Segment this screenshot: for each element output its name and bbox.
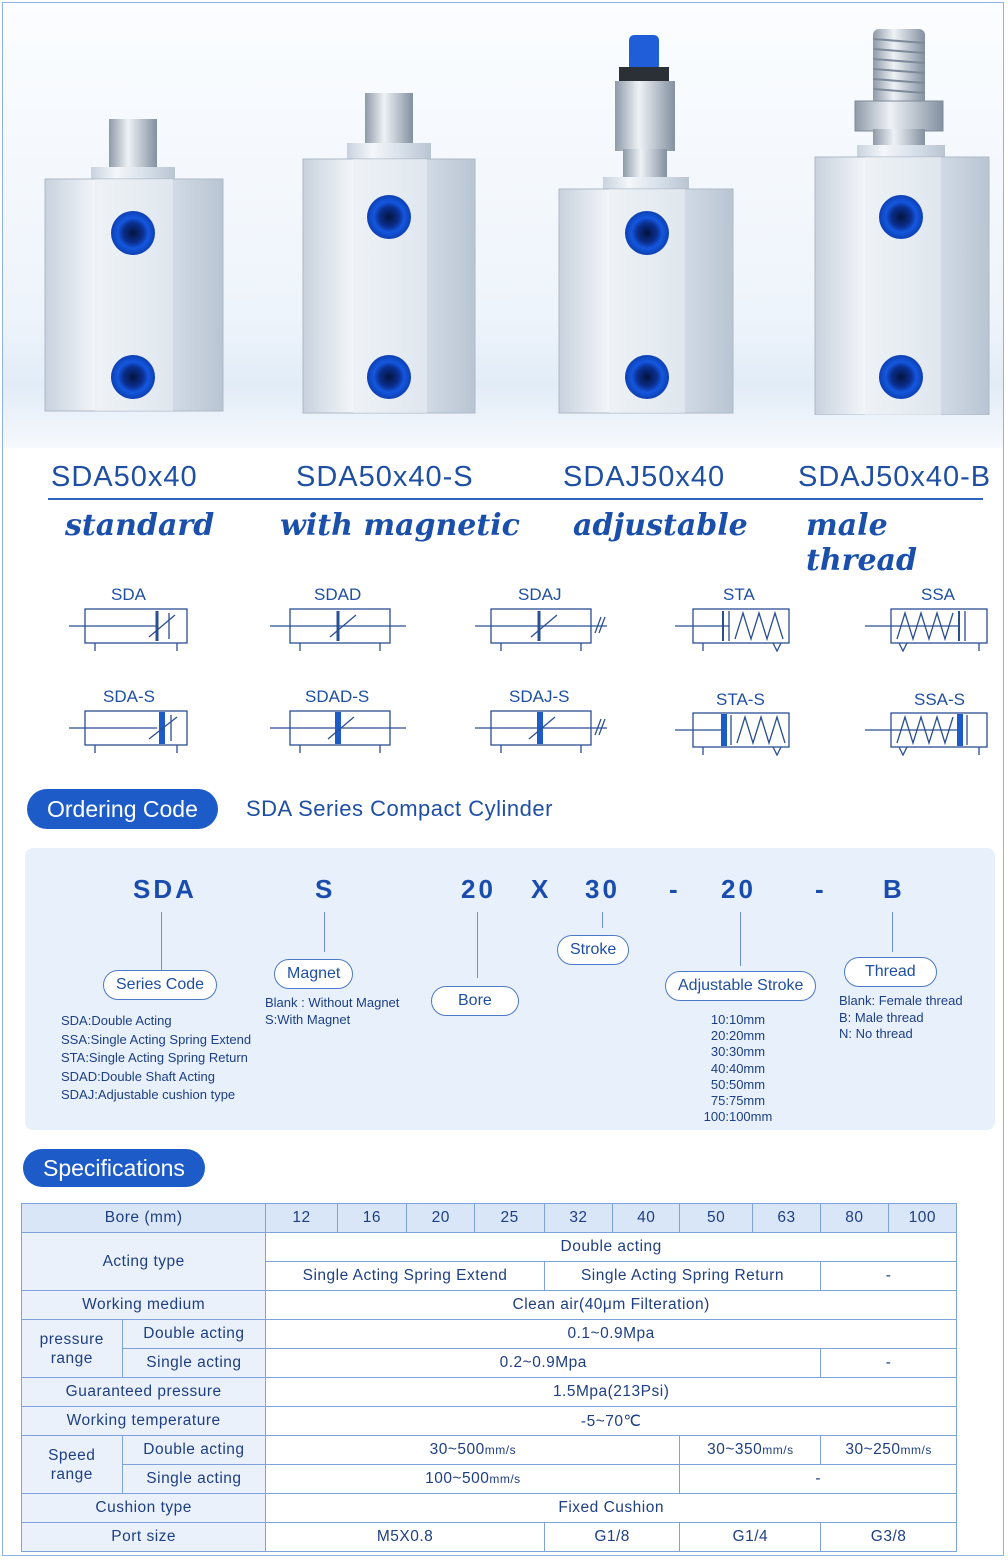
model-name: SDAJ50x40 — [563, 461, 726, 493]
product-photo-band — [3, 3, 1003, 448]
acting-type-double: Double acting — [266, 1233, 957, 1262]
adjustable-stroke-list — [693, 1012, 783, 1125]
symbol-label: STA-S — [716, 690, 765, 709]
table-row — [22, 1204, 957, 1233]
adjustable-stroke-tag: Adjustable Stroke — [665, 971, 816, 1001]
thread-item: Blank: Female thread — [839, 993, 963, 1008]
series-code-list — [61, 1012, 251, 1105]
thread-item: N: No thread — [839, 1026, 913, 1041]
symbol-sdaj — [471, 603, 611, 653]
cylinder-standard-image — [41, 115, 226, 415]
table-row — [22, 1436, 957, 1465]
product-sheet — [2, 2, 1004, 1556]
code-x: X — [531, 874, 552, 904]
port-size-label: Port size — [22, 1523, 266, 1552]
acting-type-label: Acting type — [22, 1233, 266, 1291]
code-stroke: 30 — [585, 874, 620, 904]
cushion-type-value: Fixed Cushion — [266, 1494, 957, 1523]
cylinder-male-thread-image — [811, 25, 993, 415]
symbol-sta-s — [673, 707, 803, 759]
speed-single-na: - — [680, 1465, 957, 1494]
port-size-value: M5X0.8 — [266, 1523, 544, 1552]
magnet-tag: Magnet — [274, 959, 353, 989]
connector-line — [477, 912, 478, 978]
working-temperature-label: Working temperature — [22, 1407, 266, 1436]
series-code-tag: Series Code — [103, 970, 217, 1000]
cylinder-magnetic-image — [299, 89, 479, 415]
connector-line — [602, 912, 603, 928]
series-code-item: STA:Single Acting Spring Return — [61, 1050, 248, 1065]
symbol-ssa-s — [863, 707, 993, 759]
pressure-single-na: - — [821, 1349, 957, 1378]
guaranteed-pressure-value: 1.5Mpa(213Psi) — [266, 1378, 957, 1407]
speed-range-label — [22, 1436, 123, 1494]
model-subtitle: with magnetic — [280, 508, 520, 543]
series-code-item: SDAD:Double Shaft Acting — [61, 1068, 215, 1084]
speed-double-value — [266, 1436, 680, 1465]
stroke-tag: Stroke — [557, 935, 629, 965]
code-series: SDA — [133, 874, 197, 904]
table-row — [22, 1320, 957, 1349]
ordering-code-pill: Ordering Code — [27, 789, 218, 829]
adjustable-stroke-item: 50:50mm — [710, 1076, 766, 1092]
specifications-pill: Specifications — [23, 1149, 205, 1187]
adjustable-stroke-item: 40:40mm — [710, 1060, 766, 1076]
adjustable-stroke-item: 30:30mm — [710, 1044, 766, 1060]
specifications-table — [21, 1203, 957, 1552]
magnet-list — [265, 995, 399, 1028]
model-name: SDAJ50x40-B — [798, 461, 992, 493]
speed-value: 30~250 — [845, 1441, 901, 1458]
table-row — [22, 1378, 957, 1407]
symbol-label: SDA-S — [103, 687, 155, 706]
cylinder-adjustable-image — [555, 33, 737, 415]
symbol-label: SDAJ — [518, 585, 562, 604]
model-name: SDA50x40 — [51, 461, 198, 493]
table-row — [22, 1233, 957, 1262]
model-subtitle: male thread — [806, 508, 917, 578]
bore-value: 12 — [266, 1204, 337, 1233]
acting-type-single-return: Single Acting Spring Return — [544, 1262, 820, 1291]
label-line: range — [50, 1465, 93, 1483]
connector-line — [892, 912, 893, 952]
label-line: pressure — [39, 1330, 104, 1348]
code-thread: B — [883, 874, 905, 904]
series-code-item: SDA:Double Acting — [61, 1013, 172, 1028]
bore-value: 40 — [613, 1204, 680, 1233]
bore-label: Bore (mm) — [22, 1204, 266, 1233]
connector-line — [324, 912, 325, 952]
symbol-sta — [673, 603, 803, 655]
guaranteed-pressure-label: Guaranteed pressure — [22, 1378, 266, 1407]
table-row — [22, 1291, 957, 1320]
speed-unit: mm/s — [484, 1443, 517, 1457]
connector-line — [740, 912, 741, 966]
working-temperature-value: -5~70℃ — [266, 1407, 957, 1436]
code-adjustable: 20 — [721, 874, 756, 904]
port-size-value: G1/8 — [544, 1523, 680, 1552]
speed-double-label: Double acting — [122, 1436, 266, 1465]
speed-unit: mm/s — [900, 1443, 932, 1457]
symbol-sdaj-s — [471, 705, 611, 755]
model-subtitle: adjustable — [573, 508, 748, 543]
speed-double-value — [680, 1436, 821, 1465]
bore-value: 32 — [544, 1204, 612, 1233]
magnet-item: Blank : Without Magnet — [265, 995, 400, 1010]
cushion-type-label: Cushion type — [22, 1494, 266, 1523]
pressure-single-value: 0.2~0.9Mpa — [266, 1349, 821, 1378]
symbol-label: SSA-S — [914, 690, 966, 709]
pressure-range-label — [22, 1320, 123, 1378]
working-medium-label: Working medium — [22, 1291, 266, 1320]
speed-unit: mm/s — [762, 1443, 794, 1457]
speed-value: 30~500 — [429, 1441, 485, 1458]
label-line: Speed — [48, 1446, 96, 1464]
symbol-label: SDAD-S — [305, 687, 370, 706]
symbol-sda — [65, 603, 195, 653]
bore-value: 16 — [337, 1204, 406, 1233]
adjustable-stroke-item: 10:10mm — [710, 1012, 766, 1027]
working-medium-value: Clean air(40μm Filteration) — [266, 1291, 957, 1320]
magnet-item: S:With Magnet — [265, 1011, 351, 1027]
symbol-sdad — [268, 603, 408, 653]
pressure-single-label: Single acting — [122, 1349, 266, 1378]
symbol-sda-s — [65, 705, 195, 755]
acting-type-na: - — [821, 1262, 957, 1291]
model-name: SDA50x40-S — [296, 461, 474, 493]
adjustable-stroke-item: 75:75mm — [710, 1092, 766, 1108]
symbol-label: SDAJ-S — [509, 687, 570, 706]
pressure-double-label: Double acting — [122, 1320, 266, 1349]
ordering-title: SDA Series Compact Cylinder — [246, 796, 553, 821]
bore-tag: Bore — [431, 986, 519, 1016]
bore-value: 50 — [680, 1204, 752, 1233]
model-subtitle: standard — [65, 508, 215, 543]
label-line: range — [50, 1349, 93, 1367]
model-row — [3, 461, 1003, 501]
speed-single-label: Single acting — [122, 1465, 266, 1494]
port-size-value: G3/8 — [821, 1523, 957, 1552]
ordering-code-panel — [25, 848, 995, 1130]
connector-line — [161, 912, 162, 970]
speed-single-value — [266, 1465, 680, 1494]
code-dash: - — [669, 874, 681, 904]
table-row — [22, 1465, 957, 1494]
symbol-label: SDA — [111, 585, 146, 604]
symbol-label: SSA — [921, 585, 956, 604]
symbol-label: STA — [723, 585, 755, 604]
table-row — [22, 1349, 957, 1378]
adjustable-stroke-item: 100:100mm — [703, 1109, 773, 1125]
symbol-label: SDAD — [314, 585, 362, 604]
bore-value: 80 — [821, 1204, 888, 1233]
speed-value: 100~500 — [425, 1470, 490, 1487]
bore-value: 20 — [407, 1204, 475, 1233]
table-row — [22, 1523, 957, 1552]
bore-value: 25 — [475, 1204, 544, 1233]
thread-list — [839, 993, 963, 1043]
code-dash: - — [815, 874, 827, 904]
speed-value: 30~350 — [707, 1441, 763, 1458]
speed-unit: mm/s — [489, 1472, 521, 1486]
thread-item: B: Male thread — [839, 1009, 924, 1025]
bore-value: 63 — [752, 1204, 820, 1233]
adjustable-stroke-item: 20:20mm — [710, 1028, 766, 1044]
speed-double-value — [821, 1436, 957, 1465]
port-size-value: G1/4 — [680, 1523, 821, 1552]
series-code-item: SDAJ:Adjustable cushion type — [61, 1087, 236, 1102]
thread-tag: Thread — [844, 957, 937, 987]
table-row — [22, 1407, 957, 1436]
pressure-double-value: 0.1~0.9Mpa — [266, 1320, 957, 1349]
divider — [48, 498, 983, 500]
bore-value: 100 — [888, 1204, 956, 1233]
symbol-ssa — [863, 603, 993, 655]
series-code-item: SSA:Single Acting Spring Extend — [61, 1031, 252, 1047]
symbol-sdad-s — [268, 705, 408, 755]
code-bore: 20 — [461, 874, 496, 904]
acting-type-single-extend: Single Acting Spring Extend — [266, 1262, 544, 1291]
code-magnet: S — [315, 874, 336, 904]
table-row — [22, 1494, 957, 1523]
